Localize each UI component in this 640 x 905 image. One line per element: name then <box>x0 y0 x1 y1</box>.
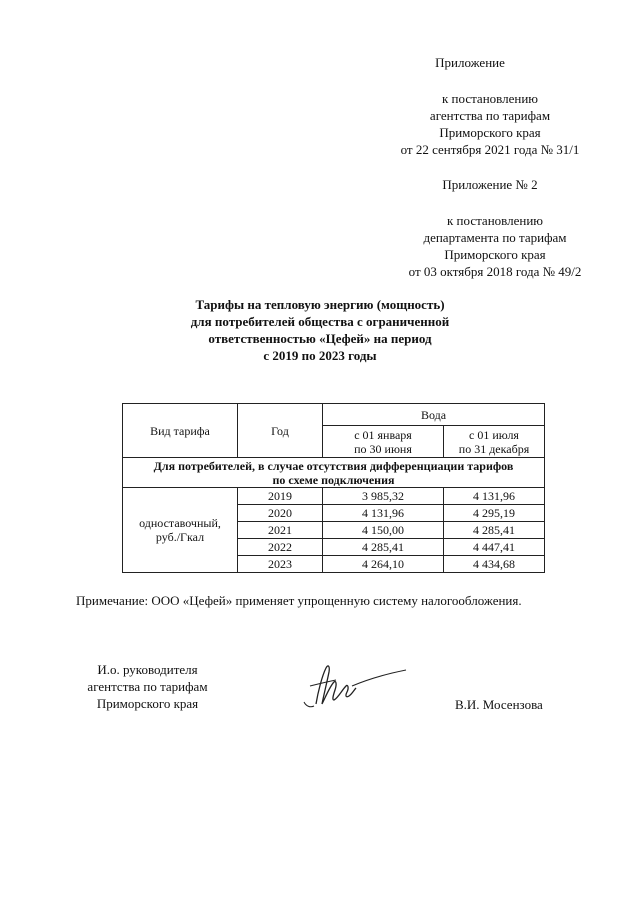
appendix-line: от 22 сентября 2021 года № 31/1 <box>400 142 580 157</box>
h2-value-cell: 4 447,41 <box>444 539 545 556</box>
appendix2-line: Приморского края <box>444 247 546 262</box>
tariff-name-line: одноставочный, <box>139 516 221 530</box>
header-year: Год <box>238 404 323 458</box>
appendix2-reference <box>375 212 615 280</box>
header-period-1 <box>323 426 444 458</box>
header-period-2 <box>444 426 545 458</box>
title-line: с 2019 по 2023 годы <box>263 348 377 363</box>
year-cell: 2019 <box>238 488 323 505</box>
h1-value-cell: 3 985,32 <box>323 488 444 505</box>
h2-value-cell: 4 434,68 <box>444 556 545 573</box>
h1-value-cell: 4 285,41 <box>323 539 444 556</box>
header-period-1-line1: с 01 января <box>354 427 412 442</box>
header-period-2-line2: по 31 декабря <box>458 441 530 456</box>
tariff-name <box>123 488 238 573</box>
year-cell: 2023 <box>238 556 323 573</box>
h1-value-cell: 4 264,10 <box>323 556 444 573</box>
tariff-name-line: руб./Гкал <box>155 530 205 544</box>
header-period-2-line1: с 01 июля <box>469 427 519 442</box>
h1-value-cell: 4 131,96 <box>323 505 444 522</box>
appendix-line: агентства по тарифам <box>429 108 551 123</box>
section-line: Для потребителей, в случае отсутствия дифференциации тарифов <box>153 458 514 473</box>
signatory-line: И.о. руководителя <box>97 662 198 677</box>
title-line: Тарифы на тепловую энергию (мощность) <box>195 297 445 312</box>
year-cell: 2022 <box>238 539 323 556</box>
header-period-1-line2: по 30 июня <box>354 441 412 456</box>
handwritten-signature <box>296 656 416 716</box>
tariff-table <box>122 403 545 573</box>
section-header <box>123 458 545 488</box>
title-line: ответственностью «Цефей» на период <box>208 331 432 346</box>
appendix-title: Приложение <box>435 55 505 70</box>
h1-value-cell: 4 150,00 <box>323 522 444 539</box>
signatory-line: агентства по тарифам <box>87 679 208 694</box>
header-water: Вода <box>323 404 545 426</box>
appendix2-title: Приложение № 2 <box>442 177 538 192</box>
signatory-position <box>60 661 235 712</box>
tax-note: Примечание: ООО «Цефей» применяет упрощенную систему налогообложения. <box>76 593 522 608</box>
appendix2-line: к постановлению <box>446 213 544 228</box>
appendix-line: Приморского края <box>439 125 541 140</box>
year-cell: 2020 <box>238 505 323 522</box>
header-tariff-type: Вид тарифа <box>123 404 238 458</box>
appendix-line: к постановлению <box>441 91 539 106</box>
signatory-line: Приморского края <box>96 696 199 711</box>
h2-value-cell: 4 131,96 <box>444 488 545 505</box>
title-line: для потребителей общества с ограниченной <box>190 314 450 329</box>
document-title <box>150 296 490 364</box>
h2-value-cell: 4 295,19 <box>444 505 545 522</box>
appendix2-line: от 03 октября 2018 года № 49/2 <box>408 264 582 279</box>
appendix2-line: департамента по тарифам <box>423 230 567 245</box>
section-line: по схеме подключения <box>272 472 395 487</box>
year-cell: 2021 <box>238 522 323 539</box>
h2-value-cell: 4 285,41 <box>444 522 545 539</box>
appendix-reference <box>370 90 610 158</box>
signatory-name: В.И. Мосензова <box>455 697 543 712</box>
